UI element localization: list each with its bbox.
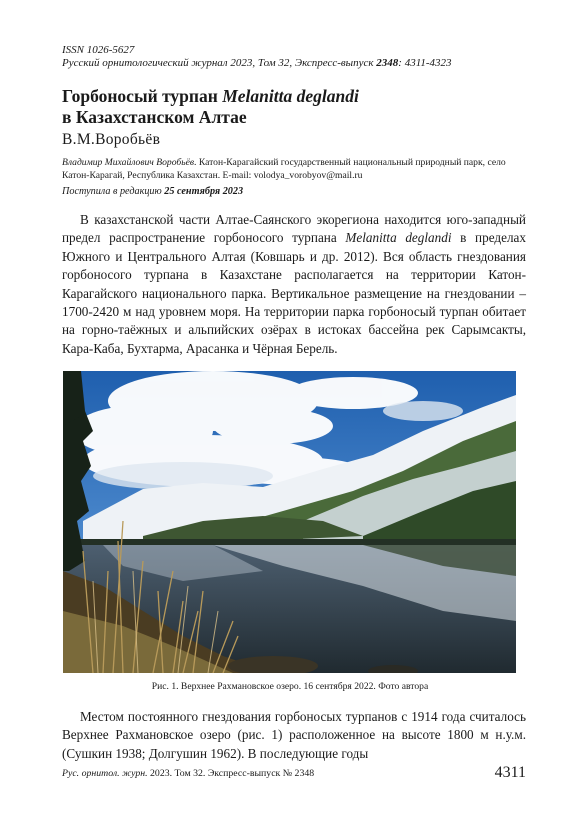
journal-citation <box>62 57 532 70</box>
title-part2: в Казахстанском Алтае <box>62 107 247 127</box>
paragraph-nesting: Местом постоянного гнездования горбоносых турпанов с 1914 года считалось Верхнее Рахмановское озеро (рис. 1) расположенное на высоте 1800 м н.у.м. (Сушкин 1938; Долгушин 1962). В последующие годы <box>62 709 526 761</box>
affiliation-text: . Катон-Карагайский государственный национальный природный парк, село Катон-Карагай, Республика Казахстан. E-mail: volodya_vorobyov@mail.ru <box>62 157 506 181</box>
author-name: В.М.Воробьёв <box>62 131 161 148</box>
received-label: Поступила в редакцию <box>62 186 165 197</box>
title-species: Melanitta deglandi <box>222 86 359 106</box>
title-part1: Горбоносый турпан <box>62 86 223 106</box>
issn: ISSN 1026-5627 <box>62 44 135 56</box>
lake-photo-illustration <box>63 371 516 673</box>
page-range: : 4311-4323 <box>398 57 452 69</box>
paragraph-intro-a: В казахстанской части Алтае-Саянского экорегиона находится юго-западный предел распространение горбоносого турпана <box>62 212 526 246</box>
footer-info: 2023. Том 32. Экспресс-выпуск № 2348 <box>147 768 315 779</box>
affiliation-name: Владимир Михайлович Воробьёв <box>62 157 195 168</box>
lake-photo <box>63 371 516 673</box>
footer-journal: Рус. орнитол. журн. <box>62 768 148 779</box>
paragraph-intro-species: Melanitta deglandi <box>345 230 452 246</box>
article-title <box>62 86 532 128</box>
affiliation <box>62 157 532 182</box>
issue-number: 2348 <box>376 57 399 69</box>
paragraph-intro-b: в пределах Южного и Центрального Алтая (Ковшарь и др. 2012). Вся область гнездования горбоносого турпана в Казахстане располагается на территории Катон-Карагайского национального парка. Вертикальное размещение на гнездовании – 1700-2420 м над уровнем моря. На территории парка горбоносый турпан обитает на горно-таёжных и альпийских озёрах в истоках бассейна рек Сарымсакты, Кара-Каба, Бухтарма, Арасанка и Чёрная Берель. <box>62 230 526 356</box>
figure-caption: Рис. 1. Верхнее Рахмановское озеро. 16 сентября 2022. Фото автора <box>151 681 429 692</box>
journal-header <box>62 44 532 70</box>
page-number: 4311 <box>494 764 526 781</box>
journal-name: Русский орнитологический журнал 2023, Том 32, Экспресс-выпуск <box>62 57 377 69</box>
footer-citation <box>62 768 314 779</box>
received-value: 25 сентября 2023 <box>164 186 244 197</box>
paragraph-intro <box>62 211 526 358</box>
received-date <box>62 186 243 197</box>
